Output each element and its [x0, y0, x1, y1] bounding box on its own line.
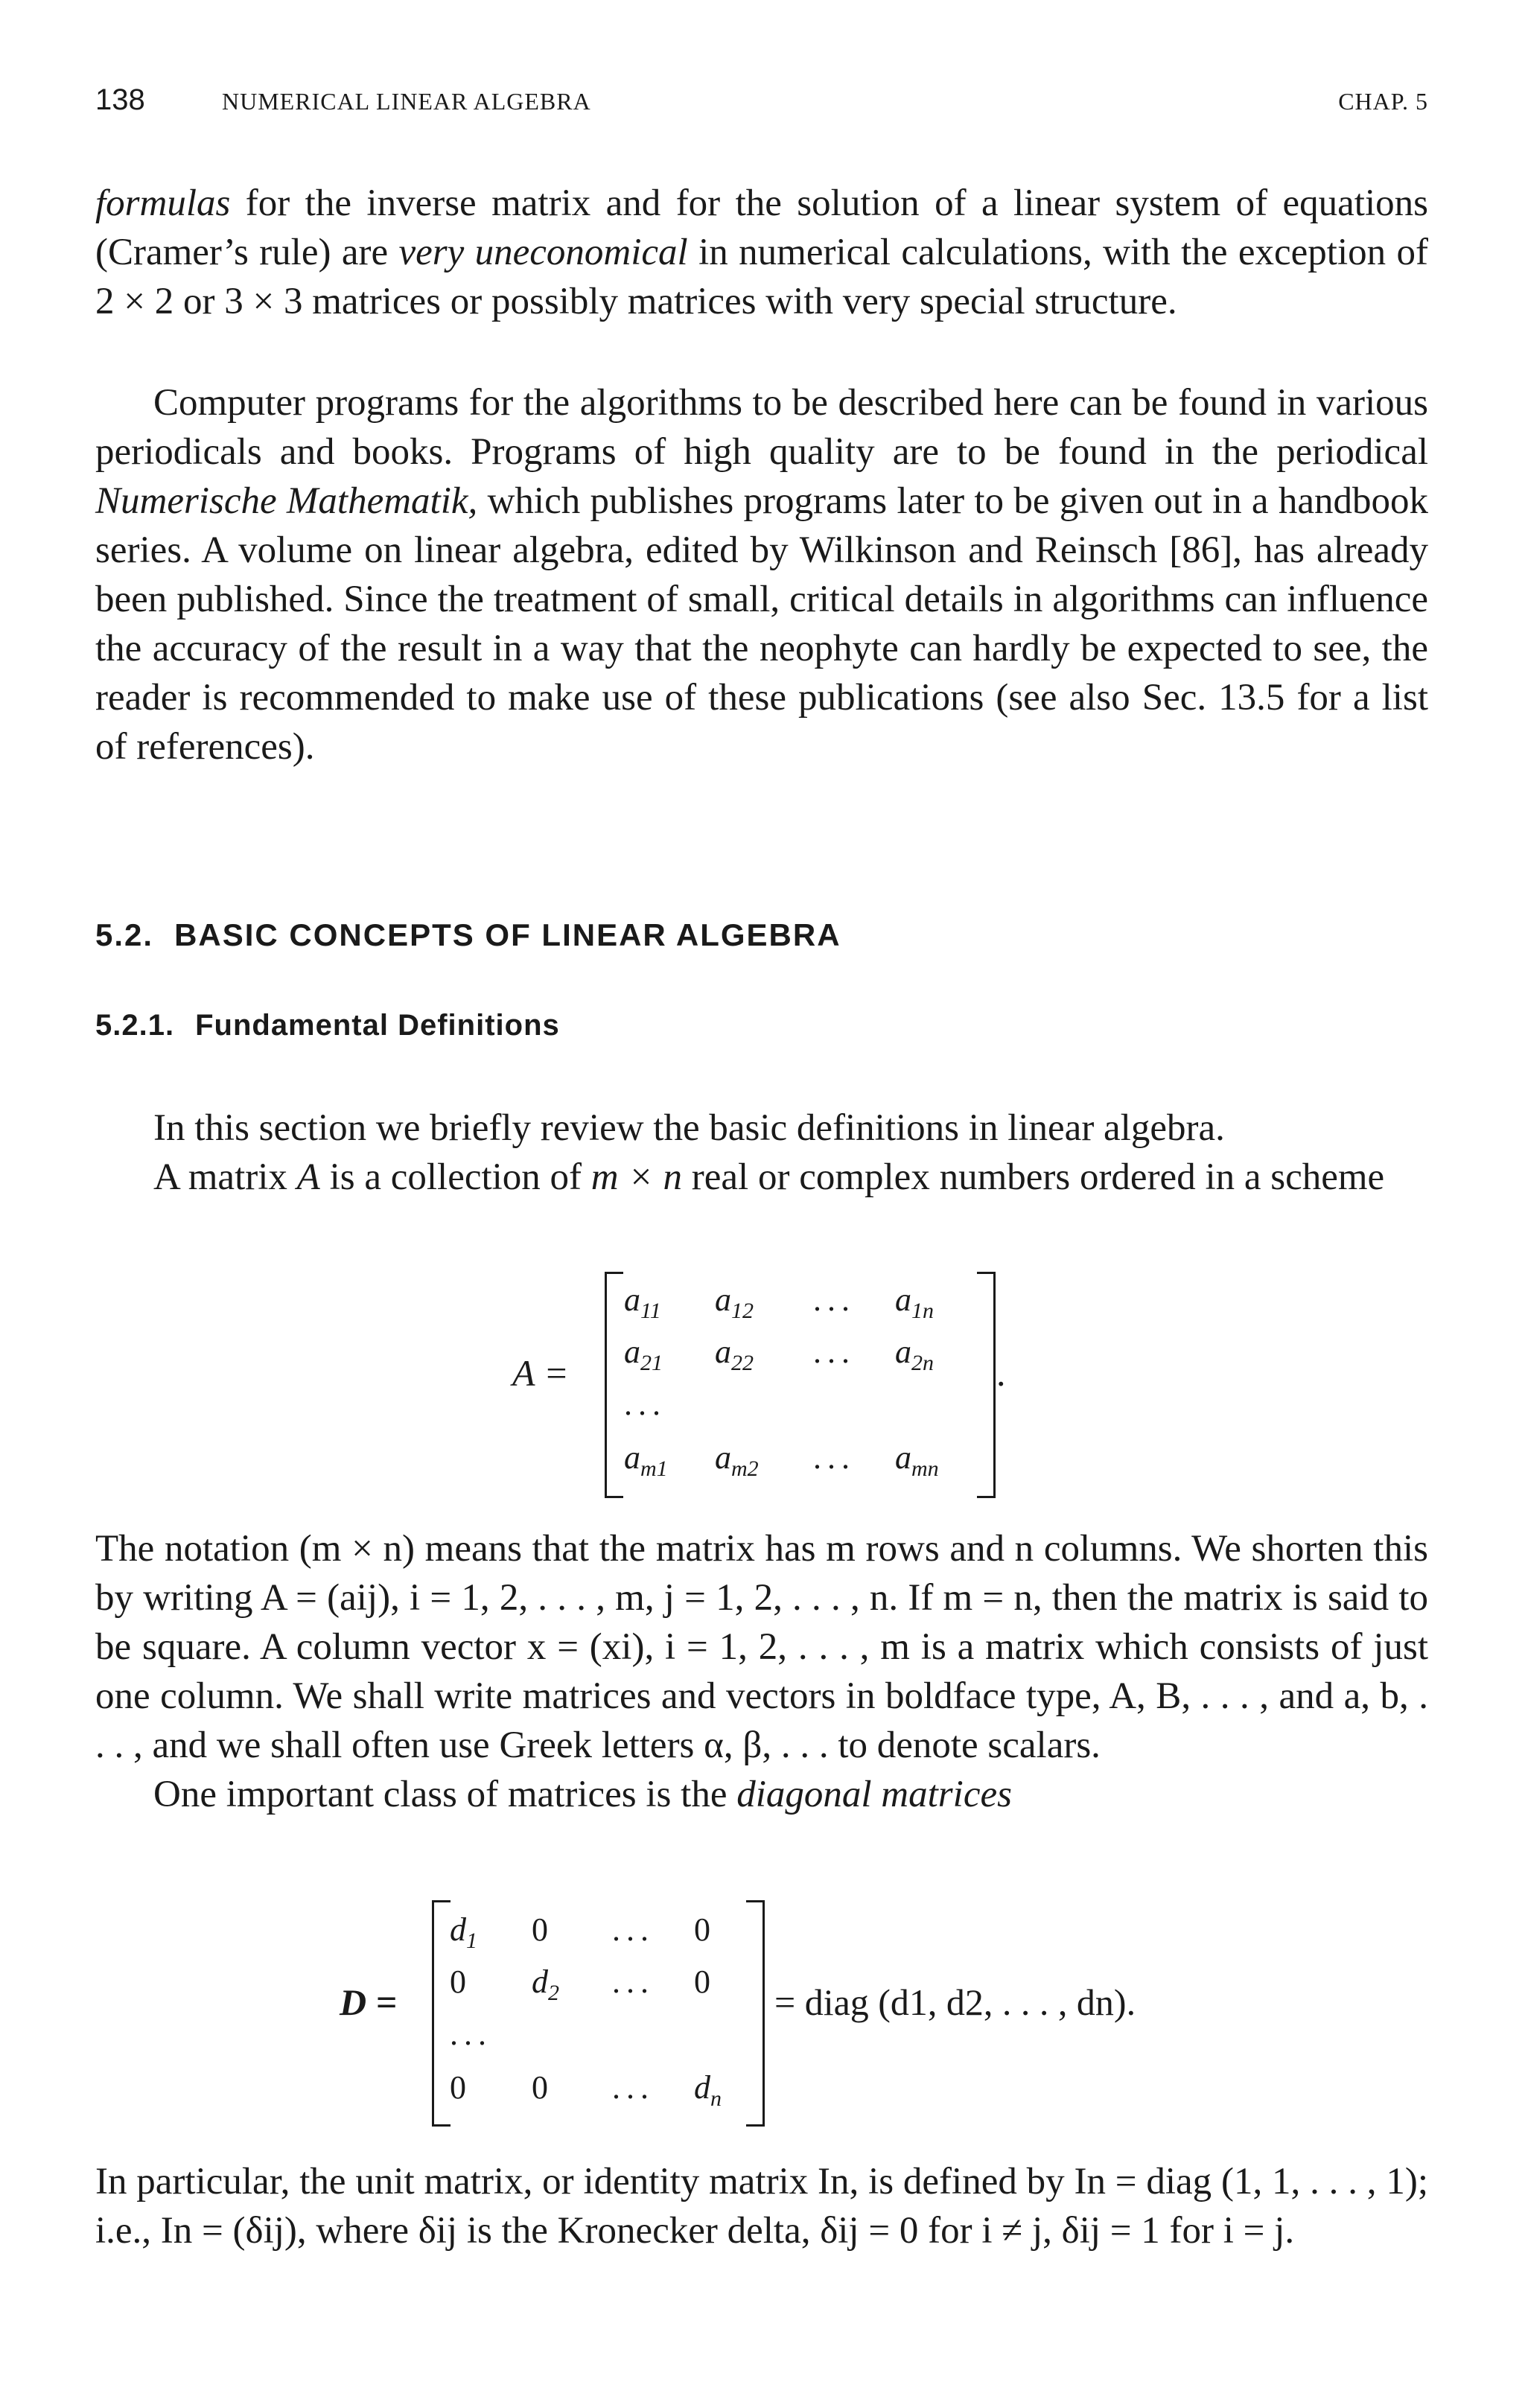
matrix-entry: $a_{m1}$: [624, 1439, 668, 1481]
paragraph-text: very uneconomical: [398, 232, 688, 273]
chapter-label: CHAP. 5: [1338, 88, 1428, 115]
section-title: BASIC CONCEPTS OF LINEAR ALGEBRA: [174, 917, 841, 952]
left-bracket: [432, 1900, 451, 2127]
running-head: [95, 83, 1428, 128]
matrix-entry: $a_{m2}$: [715, 1439, 759, 1481]
running-title: NUMERICAL LINEAR ALGEBRA: [222, 88, 591, 115]
paragraph-2: [95, 378, 1428, 771]
right-bracket: [977, 1272, 996, 1498]
math-expression: m × n: [590, 1156, 683, 1198]
matrix-entry: ...: [813, 1281, 856, 1318]
paragraph-text: is a collection of: [319, 1156, 591, 1198]
matrix-entry: $a_{1n}$: [895, 1281, 934, 1323]
matrix-terminator: .: [996, 1352, 1006, 1394]
matrix-entry: 0: [532, 1911, 548, 1948]
matrix-entry: 0: [450, 1963, 466, 2000]
matrix-entry: $a_{12}$: [715, 1281, 754, 1323]
matrix-entry: $a_{11}$: [624, 1281, 661, 1323]
paragraph-text: The notation (m × n) means that the matrix has m rows and n columns. We shorten this by writing A = (aij), i = 1, 2, . . . , m, j = 1, 2, . . . , n. If m = n, then the matrix is said to be square. A column vector x = (xi), i = 1, 2, . . . , m is a matrix which consists of just one column. We shall write matrices and vectors in boldface type, A, B, . . . , and a, b, . . . , and we shall often use Greek letters α, β, . . . to denote scalars.: [95, 1528, 1428, 1766]
paragraph-text: A matrix: [153, 1156, 297, 1198]
paragraph-text: which publishes programs later to be given out in a handbook series. A volume on linear algebra, edited by Wilkinson and Reinsch [86], has already been published. Since the treatment of small, critical details in algorithms can influence the accuracy of the result in a way that the neophyte can hardly be expected to see, the reader is recommended to make use of these publications (see also Sec. 13.5 for a list of references).: [95, 480, 1428, 768]
paragraph-text: One important class of matrices is the: [153, 1774, 737, 1815]
diag-expression: = diag (d1, d2, . . . , dn).: [774, 1981, 1136, 2023]
matrix-entry: $a_{22}$: [715, 1334, 754, 1375]
matrix-entry: ...: [624, 1386, 666, 1422]
section-number: 5.2.: [95, 917, 154, 952]
matrix-entry: $a_{mn}$: [895, 1439, 939, 1481]
paragraph-text: diagonal matrices: [736, 1774, 1012, 1815]
matrix-entry: ...: [450, 2016, 492, 2052]
paragraph-text: In particular, the unit matrix, or identity matrix In, is defined by In = diag (1, 1, . . . , 1); i.e., In = (δij), where δij is the Kronecker delta, δij = 0 for i ≠ j, δij = 1 for i = j.: [95, 2161, 1428, 2252]
matrix-entry: ...: [813, 1334, 856, 1370]
page-number: 138: [95, 83, 145, 116]
subsection-heading: [95, 1009, 560, 1042]
paragraph-text: real or complex numbers ordered in a scheme: [682, 1156, 1385, 1198]
paragraph-1: [95, 179, 1428, 326]
matrix-entry: 0: [694, 1911, 710, 1948]
matrix-entry: $d_n$: [694, 2069, 722, 2111]
matrix-entry: 0: [532, 2069, 548, 2106]
subsection-number: 5.2.1.: [95, 1009, 175, 1042]
matrix-entry: $d_1$: [450, 1911, 477, 1953]
paragraph-5: [95, 2157, 1428, 2255]
matrix-entry: $d_2$: [532, 1963, 559, 2005]
matrix-entry: 0: [450, 2069, 466, 2106]
paragraph-3: [95, 1103, 1428, 1202]
paragraph-text: Computer programs for the algorithms to be described here can be found in various periodicals and books. Programs of high quality are to be found in the periodical: [95, 382, 1428, 473]
matrix-entry: ...: [813, 1439, 856, 1476]
matrix-entry: 0: [694, 1963, 710, 2000]
matrix-entry: ...: [612, 1963, 655, 2000]
matrix-entry: ...: [612, 1911, 655, 1948]
paragraph-4: [95, 1524, 1428, 1819]
right-bracket: [746, 1900, 765, 2127]
paragraph-text: for the inverse matrix and for the solution of a linear system of equations (Cramer’s rule) are: [95, 182, 1428, 273]
subsection-title: Fundamental Definitions: [195, 1009, 560, 1042]
section-heading: [95, 917, 841, 953]
matrix-entry: $a_{2n}$: [895, 1334, 934, 1375]
paragraph-text: formulas: [95, 182, 231, 224]
matrix-entry: $a_{21}$: [624, 1334, 663, 1375]
paragraph-text: In this section we briefly review the basic definitions in linear algebra.: [153, 1107, 1225, 1149]
matrix-label: D =: [340, 1981, 398, 2023]
left-bracket: [605, 1272, 623, 1498]
matrix-entry: ...: [612, 2069, 655, 2106]
paragraph-text: in numerical calculations, with the exception of 2 × 2 or 3 × 3 matrices or possibly matrices with very special structure.: [95, 232, 1428, 322]
math-symbol: A: [296, 1156, 320, 1198]
journal-name: Numerische Mathematik,: [95, 480, 478, 522]
matrix-label: A =: [512, 1352, 569, 1394]
